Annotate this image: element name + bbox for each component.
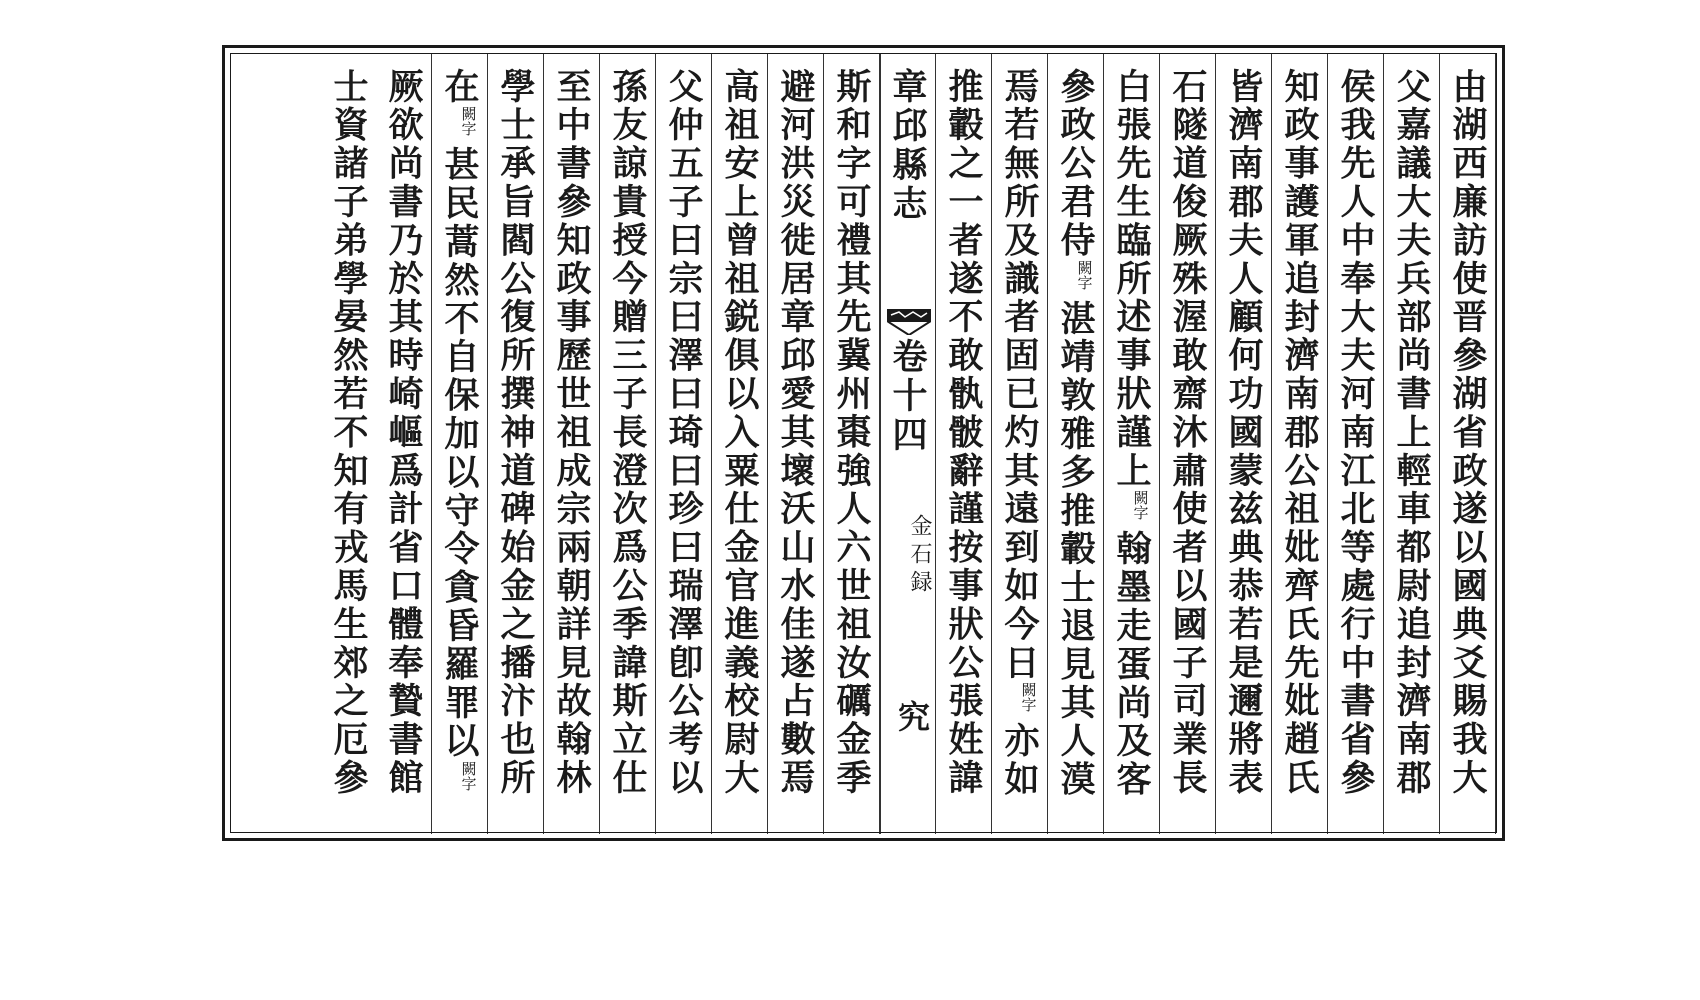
column-text-part: 甚民蒿然不自保加以守令貪昏羅罪以 [439,146,480,761]
text-column-8 [1048,54,1104,834]
text-column-20 [320,54,376,834]
column-text [1104,68,1159,824]
column-text: 士資諸子弟學晏然若不知有戎馬生郊之厄參 [328,68,369,798]
column-text-part: 翰墨走蛋尚及客 [1111,530,1152,800]
text-column-4 [1272,54,1328,834]
text-column-6 [1160,54,1216,834]
column-text: 高祖安上曾祖鋭俱以入粟仕金官進義校尉大 [719,68,760,798]
column-text: 侯我先人中奉大夫河南江北等處行中書省參 [1335,68,1376,798]
text-column-1 [1440,54,1496,834]
text-column-9 [992,54,1048,834]
text-column-19 [376,54,432,834]
lacuna-note: 闕字 [1075,260,1094,290]
text-column-18 [432,54,488,834]
text-column-5 [1216,54,1272,834]
text-column-11 [824,54,880,834]
section-title: 金石録 [907,514,932,598]
column-text-part: 湛靖敦雅多推轂士退見其人漠 [1055,300,1096,800]
column-text: 至中書參知政事歷世祖成宗兩朝詳見故翰林 [551,68,592,798]
column-text: 避河洪災徙居章邱愛其壞沃山水佳遂占數焉 [775,68,816,798]
text-column-14 [656,54,712,834]
woodblock-page [222,45,1505,841]
book-title: 章邱縣志 [887,68,928,224]
column-text-part: 焉若無所及識者固已灼其遠到如今日 [999,68,1040,683]
column-text: 皆濟南郡夫人顧何功國蒙兹典恭若是邇將表 [1223,68,1264,798]
column-text: 推轂之一者遂不敢骫骳辭謹按事狀公張姓諱 [943,68,984,798]
lacuna-note: 闕字 [459,106,478,137]
column-text [1048,68,1103,824]
column-text [992,68,1047,824]
column-text [432,68,487,824]
text-column-15 [600,54,656,834]
text-column-17 [488,54,544,834]
text-column-10 [936,54,992,834]
lacuna-note: 闕字 [1019,682,1038,713]
page-marker: 究 [893,700,931,732]
juan-number: 卷十四 [887,338,928,455]
text-column-7 [1104,54,1160,834]
fishtail-ornament-icon [887,309,931,335]
center-margin [880,54,936,834]
text-column-16 [544,54,600,834]
lacuna-note: 闕字 [459,760,478,791]
column-text-part: 亦如 [999,722,1040,800]
column-text: 斯和字可禮其先冀州棗強人六世祖汝礪金季 [831,68,872,798]
column-text-part: 白張先生臨所述事狀謹上 [1111,68,1152,491]
column-text-part: 參政公君侍 [1055,68,1096,260]
column-text: 學士承旨閻公復所撰神道碑始金之播汴也所 [495,68,536,798]
text-column-13 [712,54,768,834]
column-text: 孫友諒貴授今贈三子長澄次爲公季諱斯立仕 [607,68,648,798]
column-text-part: 在 [439,68,480,107]
column-text: 父嘉議大夫兵部尚書上輕車都尉追封濟南郡 [1391,68,1432,798]
column-text: 厥欲尚書乃於其時崎嶇爲計省口體奉贄書館 [383,68,424,798]
column-text: 由湖西廉訪使晋參湖省政遂以國典爻賜我大 [1447,68,1488,798]
column-text: 知政事護軍追封濟南郡公祖妣齊氏先妣趙氏 [1279,68,1320,798]
column-text: 石隧道俊厥殊渥敢齋沐肅使者以國子司業長 [1167,68,1208,798]
text-column-3 [1328,54,1384,834]
text-column-12 [768,54,824,834]
column-text: 父仲五子曰宗曰澤曰琦曰珍曰瑞澤卽公考以 [663,68,704,798]
lacuna-note: 闕字 [1131,490,1150,521]
text-column-2 [1384,54,1440,834]
